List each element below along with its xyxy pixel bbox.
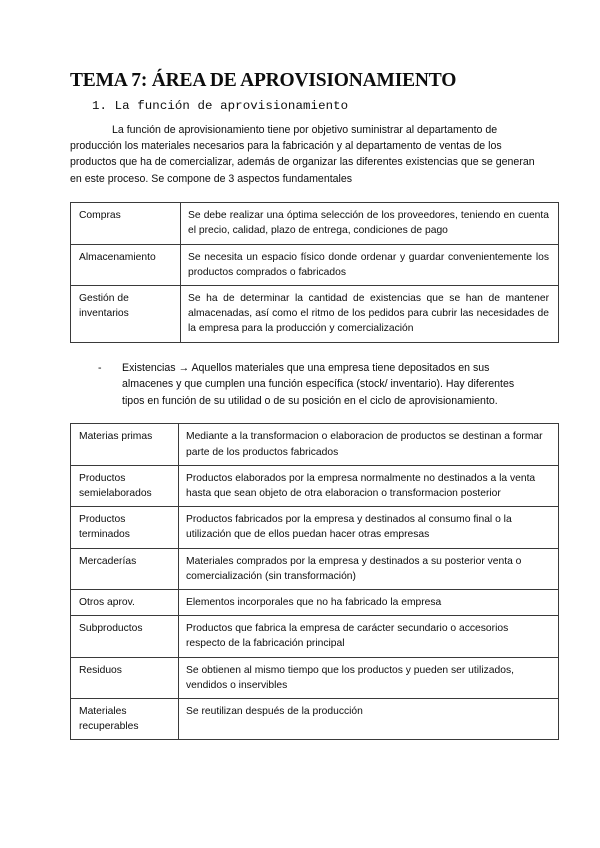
table-cell-description: Materiales comprados por la empresa y destinados a su posterior venta o comercialización (sin transformación): [179, 548, 559, 589]
table-row: [71, 616, 559, 657]
table-row: [71, 657, 559, 698]
table-cell-term: Subproductos: [71, 616, 179, 657]
table-cell-description: Se reutilizan después de la producción: [179, 698, 559, 739]
table-cell-term: Mercaderías: [71, 548, 179, 589]
table-cell-description: Se ha de determinar la cantidad de existencias que se han de mantener almacenadas, así como el ritmo de los pedidos para cubrir las necesidades de la empresa para la producción y comercialización: [181, 285, 559, 342]
page-title: TEMA 7: ÁREA DE APROVISIONAMIENTO: [70, 69, 457, 91]
table-row: [71, 424, 559, 465]
table-cell-term: Otros aprov.: [71, 589, 179, 615]
table-cell-term: Almacenamiento: [71, 244, 181, 285]
table-tipos-existencias: [70, 423, 559, 740]
bullet-existencias-text: Existencias → Aquellos materiales que una empresa tiene depositados en sus almacenes y que cumplen una función específica (stock/ inventario). Hay diferentes tipos en función de su utilidad o de su posición en el ciclo de aprovisionamiento.: [122, 361, 515, 407]
table-aspectos-aprovisionamiento: [70, 202, 559, 342]
table-cell-term: Productos semielaborados: [71, 465, 179, 506]
table-cell-description: Productos fabricados por la empresa y destinados al consumo final o la utilización que de ellos puedan hacer otras empresas: [179, 507, 559, 548]
table-row: [71, 548, 559, 589]
table-cell-term: Residuos: [71, 657, 179, 698]
table-cell-description: Se necesita un espacio físico donde ordenar y guardar convenientemente los productos comprados o fabricados: [181, 244, 559, 285]
table-row: [71, 203, 559, 244]
table-cell-term: Compras: [71, 203, 181, 244]
bullet-dash-marker: -: [98, 361, 102, 374]
table-cell-description: Mediante a la transformacion o elaboracion de productos se destinan a formar parte de los productos fabricados: [179, 424, 559, 465]
table-cell-description: Productos elaborados por la empresa normalmente no destinados a la venta hasta que sean objeto de otra elaboracion o transformacion posterior: [179, 465, 559, 506]
table-cell-description: Productos que fabrica la empresa de carácter secundario o accesorios respecto de la fabricación principal: [179, 616, 559, 657]
table-cell-term: Gestión de inventarios: [71, 285, 181, 342]
table-cell-description: Se debe realizar una óptima selección de los proveedores, teniendo en cuenta el precio, calidad, plazo de entrega, condiciones de pago: [181, 203, 559, 244]
table-cell-term: Productos terminados: [71, 507, 179, 548]
table-row: [71, 698, 559, 739]
table-cell-term: Materiales recuperables: [71, 698, 179, 739]
table-row: [71, 507, 559, 548]
table-row: [71, 589, 559, 615]
table-cell-description: Se obtienen al mismo tiempo que los productos y pueden ser utilizados, vendidos o inservibles: [179, 657, 559, 698]
section-heading: 1. La función de aprovisionamiento: [92, 98, 349, 113]
table-row: [71, 244, 559, 285]
intro-paragraph: La función de aprovisionamiento tiene por objetivo suministrar al departamento de producción los materiales necesarios para la fabricación y al departamento de ventas de los productos que ha de comercializar, además de organizar las diferentes existencias que se generan en este proceso. Se compone de 3 aspectos fundamentales: [70, 123, 535, 185]
table-row: [71, 465, 559, 506]
table-cell-description: Elementos incorporales que no ha fabricado la empresa: [179, 589, 559, 615]
bullet-existencias: [98, 360, 549, 410]
table-row: [71, 285, 559, 342]
table-cell-term: Materias primas: [71, 424, 179, 465]
